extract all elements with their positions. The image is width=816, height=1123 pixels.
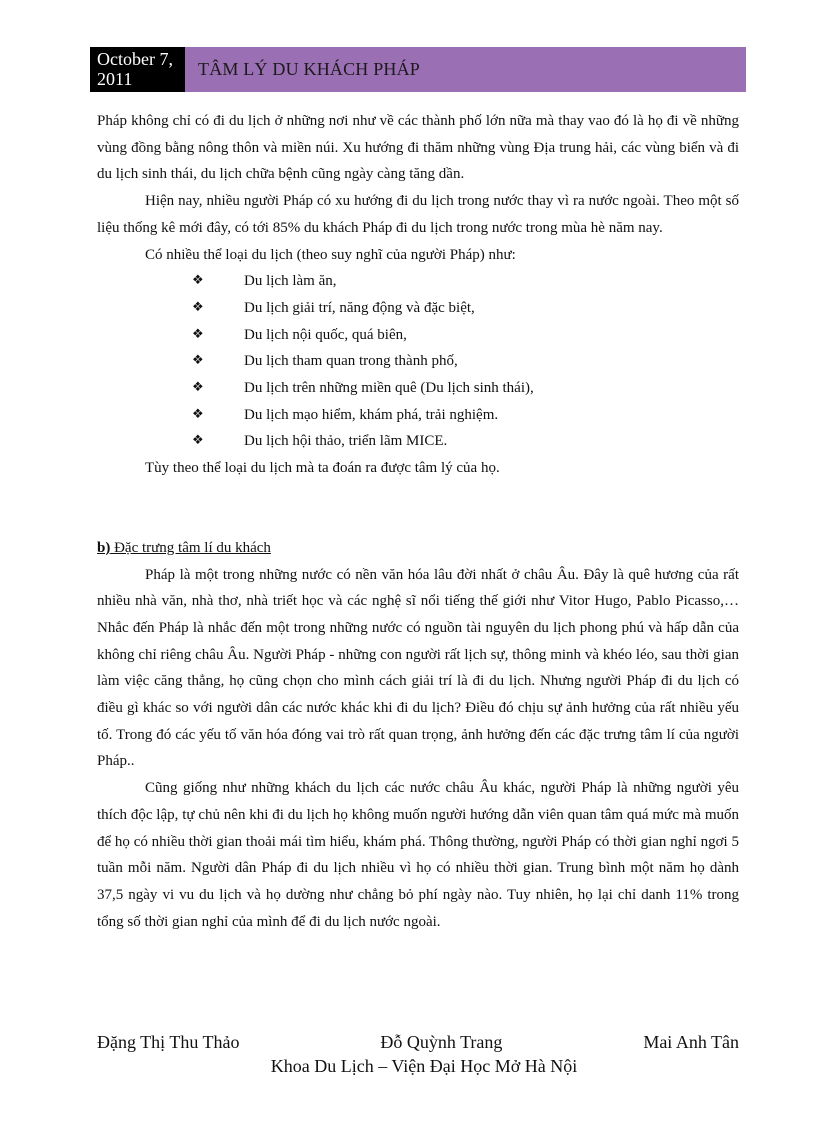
footer-authors <box>97 1030 739 1054</box>
section-title: Đặc trưng tâm lí du khách <box>110 539 271 556</box>
list-item <box>97 375 739 402</box>
list-item <box>97 428 739 455</box>
diamond-bullet-icon: ❖ <box>192 433 204 449</box>
footer-author-1: Đặng Thị Thu Thảo <box>97 1032 240 1052</box>
section-heading <box>97 535 739 562</box>
list-item-text: Du lịch tham quan trong thành phố, <box>244 353 458 370</box>
paragraph-5: Pháp là một trong những nước có nền văn hóa lâu đời nhất ở châu Âu. Đây là quê hương của rất nhiều nhà văn, nhà thơ, nhà triết học và các nghệ sĩ nổi tiếng thế giới như Vitor Hugo, Pablo Picasso,… Nhắc đến Pháp là nhắc đến một trong những nước có nguồn tài nguyên du lịch phong phú và hấp dẫn của không chỉ riêng châu Âu. Người Pháp - những con người rất lịch sự, thông minh và khéo léo, sau thời gian làm việc căng thẳng, họ cũng chọn cho mình cách giải trí là đi du lịch. Nhưng người Pháp đi du lịch có điều gì khác so với người dân các nước khác khi đi du lịch? Điều đó chịu sự ảnh hưởng của rất nhiều yếu tố. Trong đó các yếu tố văn hóa đóng vai trò rất quan trọng, ảnh hưởng đến các đặc trưng tâm lí của người Pháp.. <box>97 566 739 770</box>
page-header <box>90 47 746 92</box>
list-item-text: Du lịch làm ăn, <box>244 273 337 290</box>
list-item-text: Du lịch mạo hiểm, khám phá, trải nghiệm. <box>244 406 499 423</box>
page-footer <box>97 1030 739 1078</box>
paragraph-2: Hiện nay, nhiều người Pháp có xu hướng đi du lịch trong nước thay vì ra nước ngoài. Theo một số liệu thống kê mới đây, có tới 85% du khách Pháp đi du lịch trong nước trong mùa hè năm nay. <box>97 193 739 236</box>
list-item-text: Du lịch trên những miền quê (Du lịch sinh thái), <box>244 380 534 397</box>
diamond-bullet-icon: ❖ <box>192 406 204 422</box>
section-label: b) <box>97 539 111 556</box>
document-body <box>97 108 739 935</box>
list-item <box>97 268 739 295</box>
list-item <box>97 322 739 349</box>
list-item <box>97 402 739 429</box>
header-date <box>90 47 185 92</box>
paragraph-4: Tùy theo thể loại du lịch mà ta đoán ra được tâm lý của họ. <box>145 460 500 477</box>
header-date-line1: October 7, <box>97 49 173 69</box>
list-item-text: Du lịch giải trí, năng động và đặc biệt, <box>244 299 475 316</box>
list-item <box>97 348 739 375</box>
header-title: TÂM LÝ DU KHÁCH PHÁP <box>185 47 746 92</box>
list-item-text: Du lịch nội quốc, quá biên, <box>244 326 407 343</box>
diamond-bullet-icon: ❖ <box>192 273 204 289</box>
header-date-line2: 2011 <box>97 69 133 89</box>
paragraph-3: Có nhiều thể loại du lịch (theo suy nghĩ của người Pháp) như: <box>145 246 516 263</box>
footer-institution: Khoa Du Lịch – Viện Đại Học Mở Hà Nội <box>270 1056 578 1076</box>
footer-author-3: Mai Anh Tân <box>643 1032 739 1052</box>
footer-author-2: Đỗ Quỳnh Trang <box>380 1032 503 1052</box>
paragraph-6: Cũng giống như những khách du lịch các nước châu Âu khác, người Pháp là những người yêu thích độc lập, tự chủ nên khi đi du lịch họ không muốn người hướng dẫn viên quan tâm quá mức mà muốn để họ có nhiều thời gian thoải mái tìm hiểu, khám phá. Thông thường, người Pháp có thời gian nghỉ ngơi 5 tuần mỗi năm. Người dân Pháp đi du lịch nhiều vì họ có nhiều thời gian. Trung bình một năm họ dành 37,5 ngày vi vu du lịch và họ dường như chẳng bỏ phí ngày nào. Tuy nhiên, họ lại chỉ danh 11% trong tổng số thời gian nghỉ của mình để đi du lịch nước ngoài. <box>97 780 739 930</box>
diamond-bullet-icon: ❖ <box>192 299 204 315</box>
list-item-text: Du lịch hội thảo, triển lãm MICE. <box>244 433 448 450</box>
tourism-type-list <box>97 268 739 455</box>
diamond-bullet-icon: ❖ <box>192 326 204 342</box>
diamond-bullet-icon: ❖ <box>192 353 204 369</box>
list-item <box>97 295 739 322</box>
diamond-bullet-icon: ❖ <box>192 380 204 396</box>
paragraph-1: Pháp không chỉ có đi du lịch ở những nơi như về các thành phố lớn nữa mà thay vao đó là họ đi về những vùng đồng bằng nông thôn và miền núi. Xu hướng đi thăm những vùng Địa trung hải, các vùng biển và đi du lịch sinh thái, du lịch chữa bệnh cũng ngày càng tăng dần. <box>97 113 739 183</box>
